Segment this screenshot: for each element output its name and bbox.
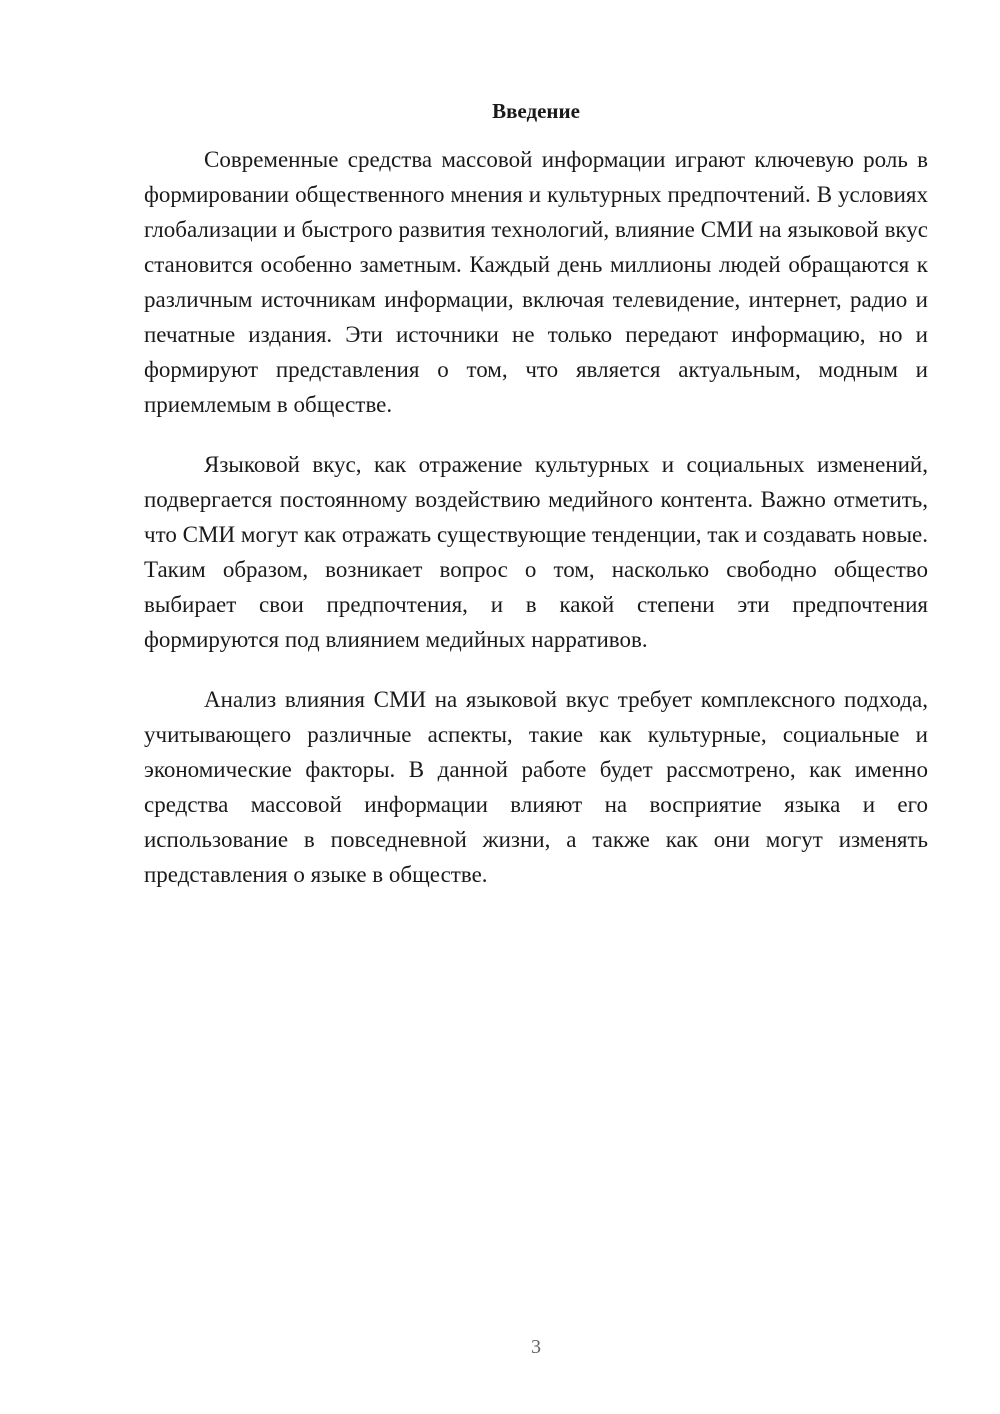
page-number: 3 (531, 1336, 541, 1358)
paragraph-3: Анализ влияния СМИ на языковой вкус требует комплексного подхода, учитывающего различные аспекты, такие как культурные, социальные и экономические факторы. В данной работе будет рассмотрено, как именно средства массовой информации влияют на восприятие языка и его использование в повседневной жизни, а также как они могут изменять представления о языке в обществе. (144, 687, 928, 887)
paragraph-2: Языковой вкус, как отражение культурных и социальных изменений, подвергается постоянному воздействию медийного контента. Важно отметить, что СМИ могут как отражать существующие тенденции, так и создавать новые. Таким образом, возникает вопрос о том, насколько свободно общество выбирает свои предпочтения, и в какой степени эти предпочтения формируются под влиянием медийных нарративов. (144, 452, 928, 652)
section-heading: Введение (492, 99, 580, 123)
body-text (144, 142, 928, 917)
paragraph-1: Современные средства массовой информации играют ключевую роль в формировании общественного мнения и культурных предпочтений. В условиях глобализации и быстрого развития технологий, влияние СМИ на языковой вкус становится особенно заметным. Каждый день миллионы людей обращаются к различным источникам информации, включая телевидение, интернет, радио и печатные издания. Эти источники не только передают информацию, но и формируют представления о том, что является актуальным, модным и приемлемым в обществе. (144, 147, 928, 417)
